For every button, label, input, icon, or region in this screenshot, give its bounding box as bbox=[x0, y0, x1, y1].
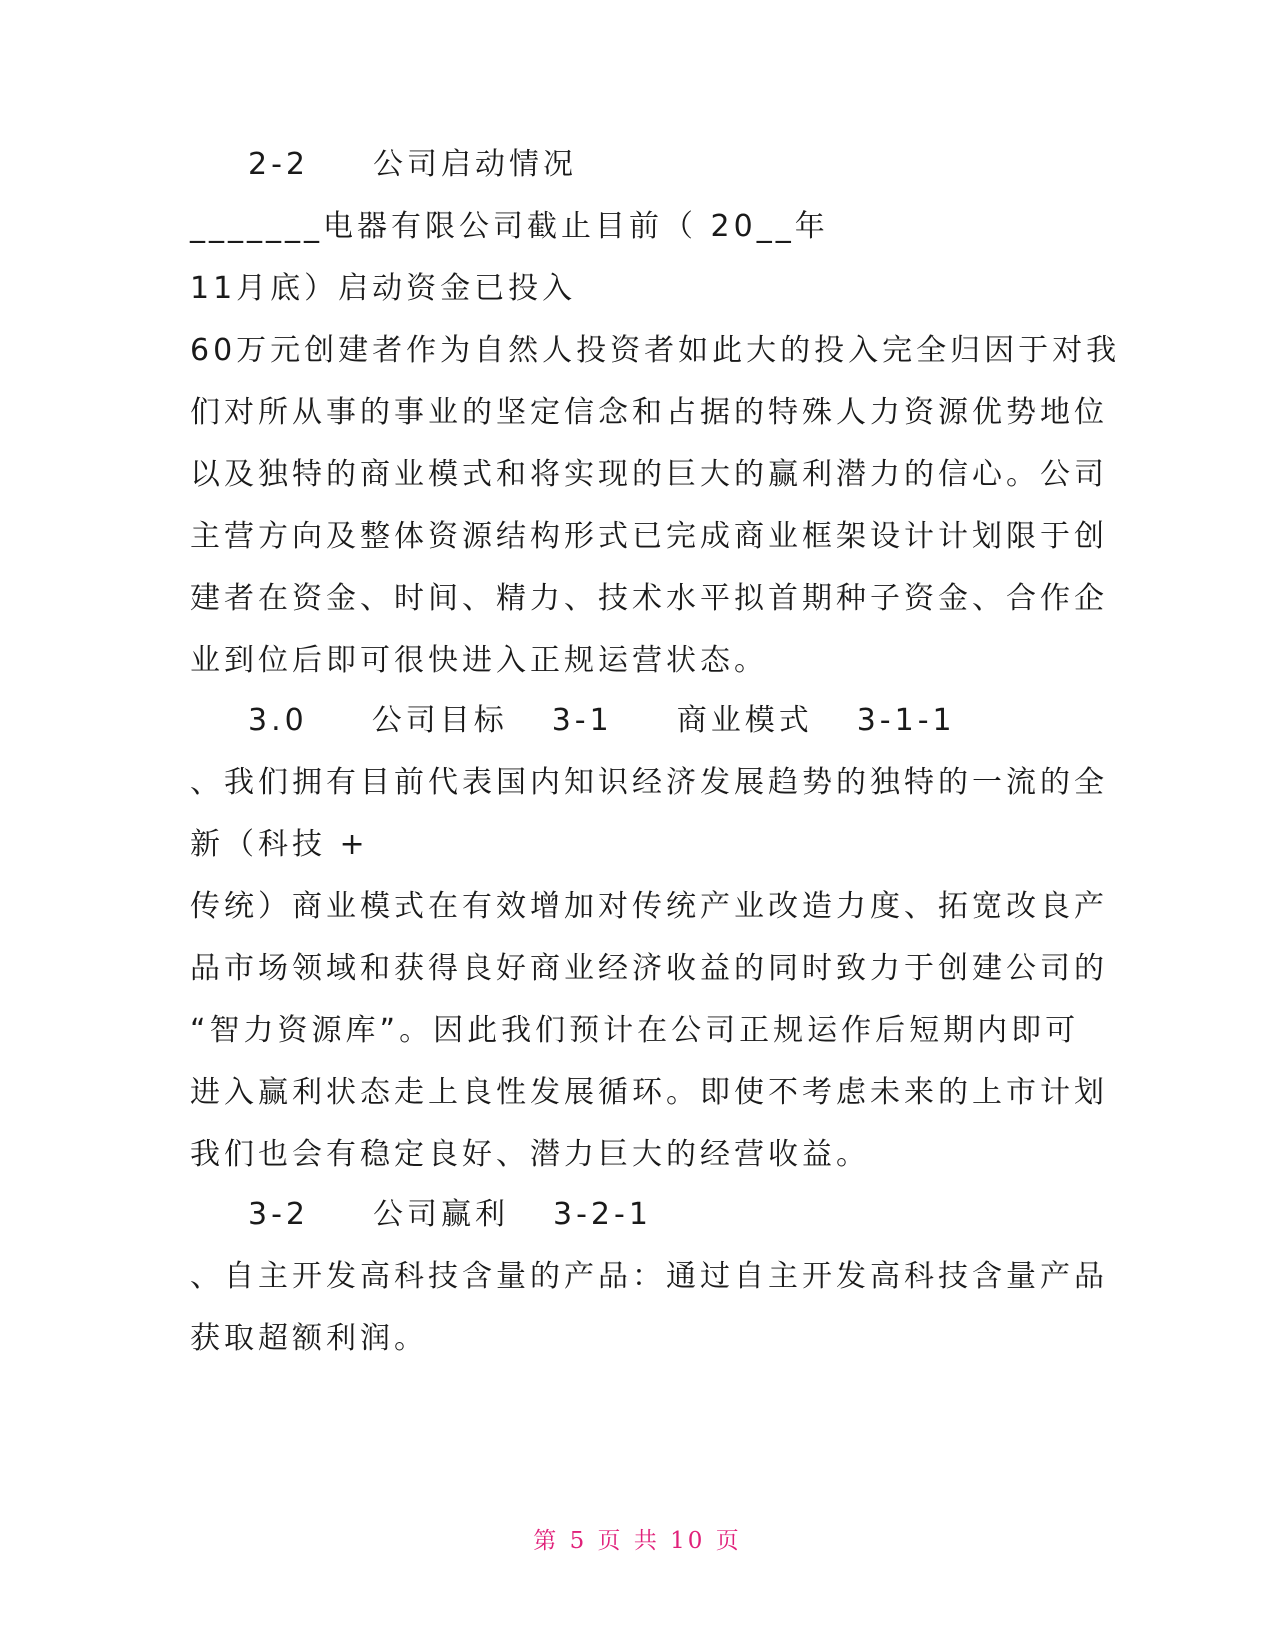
section-heading-2-2 bbox=[248, 145, 577, 185]
paragraph-line: 以及独特的商业模式和将实现的巨大的赢利潜力的信心。公司 bbox=[190, 457, 1108, 492]
paragraph-line: 主营方向及整体资源结构形式已完成商业框架设计计划限于创 bbox=[190, 519, 1108, 554]
paragraph-line: 新（科技 + bbox=[190, 827, 369, 862]
paragraph-line: 、自主开发高科技含量的产品：通过自主开发高科技含量产品 bbox=[190, 1259, 1108, 1294]
paragraph-line: _______电器有限公司截止目前（ 20__年 bbox=[190, 209, 829, 244]
section-number: 3-2-1 bbox=[553, 1197, 652, 1232]
paragraph-line: 传统）商业模式在有效增加对传统产业改造力度、拓宽改良产 bbox=[190, 889, 1108, 924]
paragraph-line: 品市场领域和获得良好商业经济收益的同时致力于创建公司的 bbox=[190, 951, 1108, 986]
paragraph-line: 60万元创建者作为自然人投资者如此大的投入完全归因于对我 bbox=[190, 333, 1121, 368]
paragraph-line: 11月底）启动资金已投入 bbox=[190, 271, 577, 306]
section-title: 商业模式 bbox=[676, 703, 813, 738]
paragraph-line: 业到位后即可很快进入正规运营状态。 bbox=[190, 643, 768, 678]
section-number: 3.0 bbox=[248, 703, 308, 738]
section-number: 3-2 bbox=[248, 1197, 309, 1232]
paragraph-line: 进入赢利状态走上良性发展循环。即使不考虑未来的上市计划 bbox=[190, 1075, 1108, 1110]
paragraph-line: “智力资源库”。因此我们预计在公司正规运作后短期内即可 bbox=[190, 1013, 1080, 1048]
section-title: 公司启动情况 bbox=[373, 147, 577, 182]
section-number: 3-1-1 bbox=[856, 703, 956, 738]
section-heading-3-0 bbox=[248, 701, 956, 741]
section-title: 公司赢利 bbox=[373, 1197, 509, 1232]
paragraph-line: 建者在资金、时间、精力、技术水平拟首期种子资金、合作企 bbox=[190, 581, 1108, 616]
paragraph-line: 们对所从事的事业的坚定信念和占据的特殊人力资源优势地位 bbox=[190, 395, 1108, 430]
section-title: 公司目标 bbox=[371, 703, 508, 738]
paragraph-line: 我们也会有稳定良好、潜力巨大的经营收益。 bbox=[190, 1137, 870, 1172]
paragraph-line: 获取超额利润。 bbox=[190, 1321, 428, 1356]
section-number: 3-1 bbox=[551, 703, 613, 738]
section-number: 2-2 bbox=[248, 147, 309, 182]
page-number-footer: 第 5 页 共 10 页 bbox=[533, 1528, 742, 1554]
section-heading-3-2 bbox=[248, 1195, 652, 1235]
paragraph-line: 、我们拥有目前代表国内知识经济发展趋势的独特的一流的全 bbox=[190, 765, 1108, 800]
